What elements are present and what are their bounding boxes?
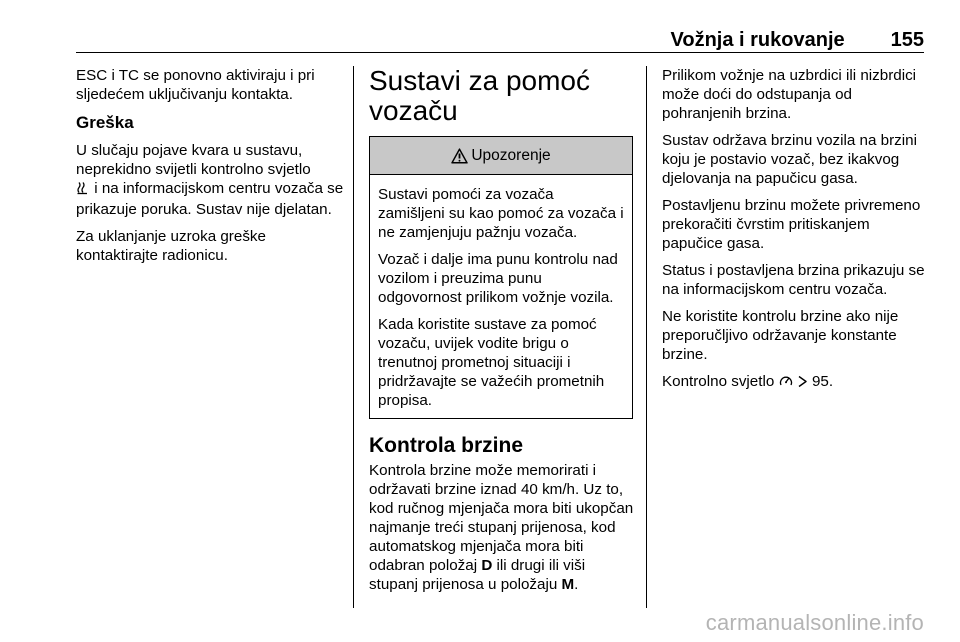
paragraph: Postavljenu brzinu možete privremeno prekoračiti čvrstim pritiskanjem papučice gasa. — [662, 197, 921, 252]
gear-d-label: D — [481, 557, 493, 574]
warning-box — [369, 136, 633, 419]
fault-text: U slučaju pojave kvara u sustavu, neprekidno svijetli kontrolno svjetlo i na informacijskom centru vozača se prikazuje poruka. Sustav nije djelatan. — [76, 142, 344, 218]
column-divider-2 — [646, 66, 647, 608]
control-lamp-reference: Kontrolno svjetlo 95. — [662, 372, 930, 393]
esc-reactivation-text: ESC i TC se ponovno aktiviraju i pri sljedećem uključivanju kontakta. — [76, 67, 315, 103]
cruise-control-text: Kontrola brzine može memorirati i održavati brzine iznad 40 km/h. Uz to, kod ručnog mjenjača mora biti ukopčan najmanje treći stupanj prijenosa, kod automatskog mjenjača mora biti odabran položaj D ili drugi ili viši stupanj prijenosa u položaju M. — [369, 462, 634, 593]
warning-header — [370, 137, 632, 175]
column-divider-1 — [353, 66, 354, 608]
section-title: Sustavi za pomoć vozaču — [369, 65, 590, 126]
column-middle — [369, 66, 637, 602]
warning-triangle-icon — [451, 148, 468, 164]
paragraph: Sustav održava brzinu vozila na brzini koju je postavio vozač, bez ikakvog djelovanja na papučicu gasa. — [662, 132, 917, 187]
page-header — [76, 22, 924, 52]
paragraph: Prilikom vožnje na uzbrdici ili nizbrdici može doći do odstupanja od pohranjenih brzina. — [662, 67, 917, 122]
warning-paragraph: Kada koristite sustave za pomoć vozaču, uvijek vodite brigu o trenutnoj prometnoj situaciji i pridržavajte se važećih prometnih propisa. — [378, 316, 605, 409]
arrow-right-icon[interactable] — [797, 374, 808, 393]
speedometer-icon — [779, 374, 793, 393]
warning-label: Upozorenje — [471, 147, 551, 164]
gear-m-label: M — [561, 576, 575, 593]
header-rule — [76, 52, 924, 53]
page-reference: 95. — [807, 373, 834, 390]
paragraph: Status i postavljena brzina prikazuju se na informacijskom centru vozača. — [662, 262, 925, 298]
warning-paragraph: Sustavi pomoći za vozača zamišljeni su kao pomoć za vozača i ne zamjenjuju pažnju vozača. — [378, 186, 624, 241]
cruise-control-heading: Kontrola brzine — [369, 434, 524, 457]
esc-off-icon — [76, 181, 90, 200]
watermark: carmanualsonline.info — [705, 610, 924, 635]
header-title: Vožnja i rukovanje — [670, 29, 845, 51]
repair-text: Za uklanjanje uzroka greške kontaktirajte radionicu. — [76, 228, 266, 264]
column-right — [662, 66, 930, 401]
fault-heading: Greška — [76, 113, 134, 132]
page-number: 155 — [890, 29, 924, 51]
warning-body — [370, 175, 632, 410]
warning-paragraph: Vozač i dalje ima punu kontrolu nad vozilom i preuzima punu odgovornost prilikom vožnje vozila. — [378, 251, 618, 306]
paragraph: Ne koristite kontrolu brzine ako nije preporučljivo održavanje konstante brzine. — [662, 308, 899, 363]
column-left — [76, 66, 346, 273]
